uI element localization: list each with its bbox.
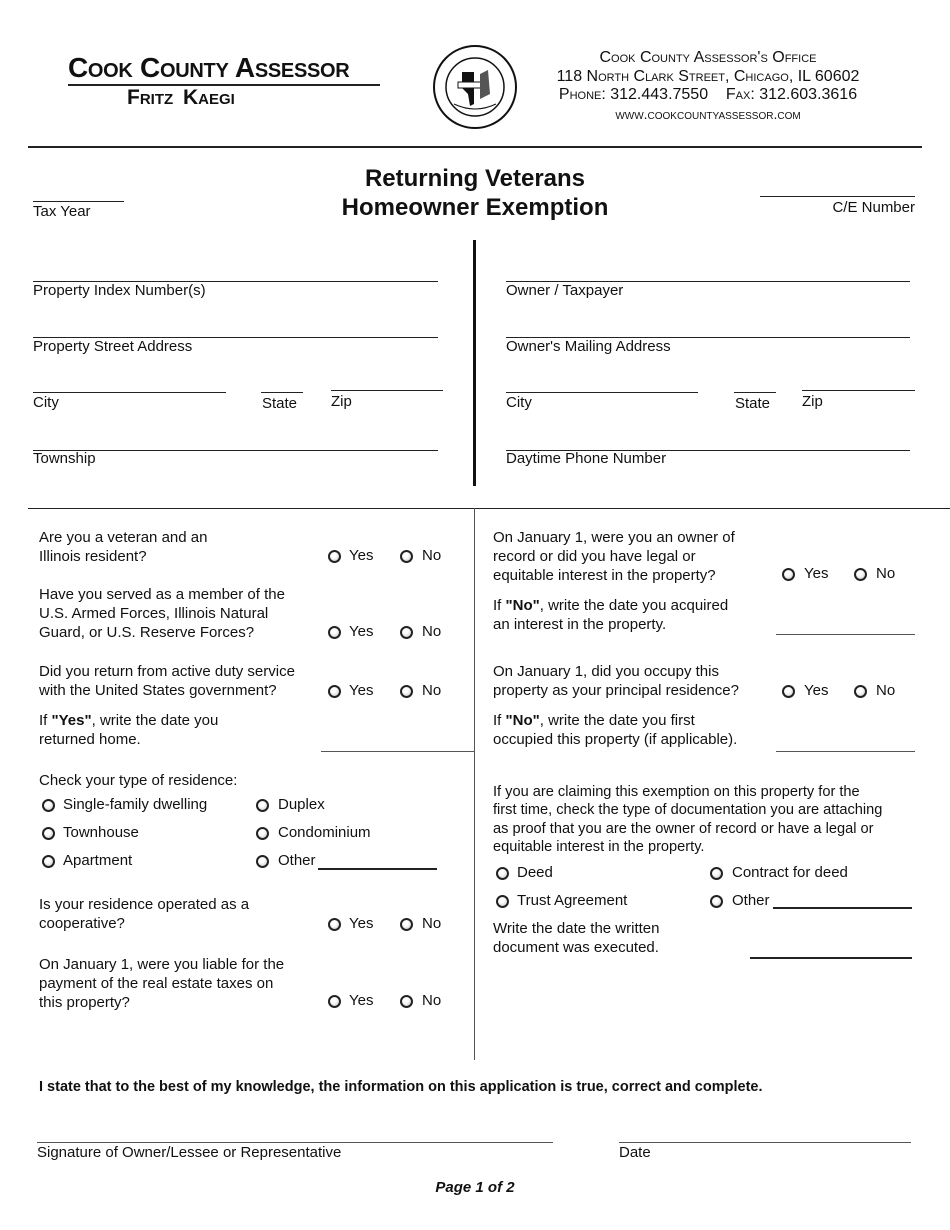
q3-no-label: No	[422, 682, 442, 699]
owner-label: Owner / Taxpayer	[506, 282, 624, 299]
q1-yes-radio[interactable]	[328, 550, 341, 563]
r1-yes-label: Yes	[804, 565, 829, 582]
residence-other-input[interactable]	[318, 868, 437, 870]
date-label: Date	[619, 1144, 651, 1161]
page-number: Page 1 of 2	[435, 1179, 515, 1196]
pin-label: Property Index Number(s)	[33, 282, 206, 299]
question-veteran-resident: Are you a veteran and an Illinois resident?	[39, 529, 208, 565]
owner-zip-label: Zip	[802, 393, 823, 410]
r2-no-label: No	[876, 682, 896, 699]
r2-yes-radio[interactable]	[782, 685, 795, 698]
q4-no-label: No	[422, 915, 442, 932]
property-zip-input[interactable]	[331, 390, 443, 391]
question-served: Have you served as a member of the U.S. Armed Forces, Illinois Natural Guard, or U.S. Reserve Forces?	[39, 586, 285, 641]
residence-type-label: Check your type of residence:	[39, 772, 238, 789]
acquired-date-input[interactable]	[776, 634, 915, 635]
trust-agreement-label: Trust Agreement	[517, 892, 628, 909]
attestation-statement: I state that to the best of my knowledge, the information on this application is true, correct and complete.	[39, 1079, 763, 1095]
residence-other-label: Other	[278, 852, 316, 869]
occupied-date-prompt: If "No", write the date you first occupied this property (if applicable).	[493, 712, 738, 748]
duplex-label: Duplex	[278, 796, 325, 813]
contract-for-deed-radio[interactable]	[710, 867, 723, 880]
property-city-input[interactable]	[33, 392, 226, 393]
doc-other-label: Other	[732, 892, 770, 909]
single-family-label: Single-family dwelling	[63, 796, 208, 813]
single-family-radio[interactable]	[42, 799, 55, 812]
return-date-input[interactable]	[321, 751, 475, 752]
townhouse-radio[interactable]	[42, 827, 55, 840]
q2-no-radio[interactable]	[400, 626, 413, 639]
occupied-date-input[interactable]	[776, 751, 915, 752]
q4-no-radio[interactable]	[400, 918, 413, 931]
acquired-date-prompt: If "No", write the date you acquired an interest in the property.	[493, 597, 729, 633]
deed-radio[interactable]	[496, 867, 509, 880]
org-name: Cook County Assessor	[68, 52, 350, 83]
section-divider-vertical	[473, 240, 476, 486]
q5-no-radio[interactable]	[400, 995, 413, 1008]
q3-yes-radio[interactable]	[328, 685, 341, 698]
condominium-radio[interactable]	[256, 827, 269, 840]
condominium-label: Condominium	[278, 824, 371, 841]
doc-other-input[interactable]	[773, 907, 912, 909]
form-title	[275, 164, 675, 222]
r1-no-label: No	[876, 565, 896, 582]
ce-number-input[interactable]	[760, 196, 915, 197]
residence-other-radio[interactable]	[256, 855, 269, 868]
q5-yes-radio[interactable]	[328, 995, 341, 1008]
office-website[interactable]: www.cookcountyassessor.com	[615, 105, 801, 122]
townhouse-label: Townhouse	[63, 824, 139, 841]
doc-other-radio[interactable]	[710, 895, 723, 908]
q2-no-label: No	[422, 623, 442, 640]
property-state-input[interactable]	[261, 392, 303, 393]
q2-yes-label: Yes	[349, 623, 374, 640]
title-line2: Homeowner Exemption	[341, 194, 609, 221]
apartment-label: Apartment	[63, 852, 133, 869]
q1-no-radio[interactable]	[400, 550, 413, 563]
owner-state-label: State	[735, 395, 771, 412]
q4-yes-radio[interactable]	[328, 918, 341, 931]
q2-yes-radio[interactable]	[328, 626, 341, 639]
question-principal-residence: On January 1, did you occupy this property as your principal residence?	[493, 663, 739, 699]
tax-year-label: Tax Year	[33, 203, 91, 220]
header-divider	[28, 146, 922, 148]
county-seal	[432, 44, 518, 130]
assessor-name: Fritz Kaegi	[127, 86, 235, 109]
mailing-label: Owner's Mailing Address	[506, 338, 671, 355]
r2-yes-label: Yes	[804, 682, 829, 699]
property-city-label: City	[33, 394, 59, 411]
question-owner-of-record: On January 1, were you an owner of record or did you have legal or equitable interest in the property?	[493, 529, 735, 584]
title-line1: Returning Veterans	[364, 165, 586, 192]
q5-no-label: No	[422, 992, 442, 1009]
deed-label: Deed	[517, 864, 553, 881]
office-fax: Fax: 312.603.3616	[725, 86, 858, 103]
date-input[interactable]	[619, 1142, 911, 1143]
q3-no-radio[interactable]	[400, 685, 413, 698]
r1-no-radio[interactable]	[854, 568, 867, 581]
street-label: Property Street Address	[33, 338, 193, 355]
q3-yes-label: Yes	[349, 682, 374, 699]
property-state-label: State	[262, 395, 298, 412]
duplex-radio[interactable]	[256, 799, 269, 812]
question-liable-taxes: On January 1, were you liable for the payment of the real estate taxes on this property?	[39, 956, 285, 1011]
property-zip-label: Zip	[331, 393, 352, 410]
q4-yes-label: Yes	[349, 915, 374, 932]
apartment-radio[interactable]	[42, 855, 55, 868]
township-label: Township	[33, 450, 96, 467]
office-info	[520, 49, 896, 123]
owner-city-input[interactable]	[506, 392, 698, 393]
return-date-prompt: If "Yes", write the date you returned home.	[39, 712, 219, 748]
phone-label: Daytime Phone Number	[506, 450, 667, 467]
q5-yes-label: Yes	[349, 992, 374, 1009]
r1-yes-radio[interactable]	[782, 568, 795, 581]
owner-city-label: City	[506, 394, 532, 411]
questions-divider-vertical	[474, 508, 475, 1060]
question-cooperative: Is your residence operated as a cooperative?	[39, 896, 250, 932]
documentation-instructions: If you are claiming this exemption on this property for the first time, check the type of documentation you are attaching as proof that you are the owner of record or have a legal or equitable interest in the property.	[493, 784, 883, 855]
owner-zip-input[interactable]	[802, 390, 915, 391]
owner-state-input[interactable]	[734, 392, 776, 393]
q1-yes-label: Yes	[349, 547, 374, 564]
questions-divider	[28, 508, 950, 509]
q1-no-label: No	[422, 547, 442, 564]
trust-agreement-radio[interactable]	[496, 895, 509, 908]
office-name: Cook County Assessor's Office	[599, 49, 817, 66]
r2-no-radio[interactable]	[854, 685, 867, 698]
contract-for-deed-label: Contract for deed	[732, 864, 848, 881]
written-date-prompt: Write the date the written document was executed.	[493, 920, 660, 956]
office-address: 118 North Clark Street, Chicago, IL 60602	[556, 67, 860, 85]
signature-label: Signature of Owner/Lessee or Representative	[37, 1144, 342, 1161]
office-phone: Phone: 312.443.7550	[558, 86, 709, 103]
ce-number-label: C/E Number	[832, 199, 915, 216]
question-active-duty: Did you return from active duty service with the United States government?	[39, 663, 295, 699]
written-date-input[interactable]	[750, 957, 912, 959]
